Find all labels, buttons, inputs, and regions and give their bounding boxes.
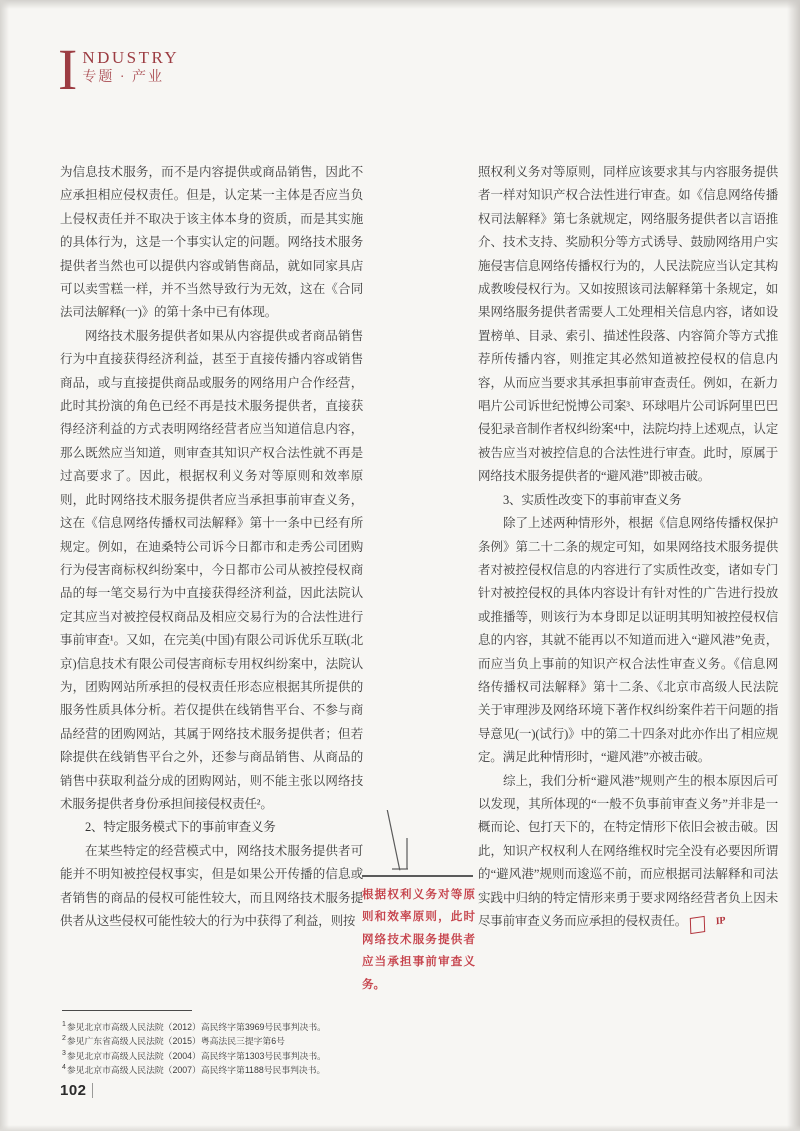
- paragraph: 照权利义务对等原则，同样应该要求其与内容服务提供者一样对知识产权合法性进行审查。如《信息网络传播权司法解释》第七条就规定，网络服务提供者以言语推介、技术支持、奖励积分等方式诱导、鼓励网络用户实施侵害信息网络传播权行为的，人民法院应当认定其构成教唆侵权行为。又如按照该司法解释第十条规定，如果网络服务提供者需要人工处理相关信息内容，诸如设置榜单、目录、索引、描述性段落、内容简介等方式推荐所传播内容，则推定其必然知道被控侵权的信息内容，从而应当要求其承担事前审查责任。例如，在新力唱片公司诉世纪悦博公司案³、环球唱片公司诉阿里巴巴侵犯录音制作者权纠纷案⁴中，法院均持上述观点，认定被告应当对被控信息的合法性进行审查。此时，原属于网络技术服务提供者的“避风港”即被击破。: [478, 165, 778, 484]
- scan-edge-bottom: [0, 1125, 800, 1131]
- scan-edge-left: [0, 0, 9, 1131]
- left-column: [60, 161, 363, 933]
- page-number: [60, 1082, 93, 1099]
- scan-edge-right: [787, 0, 800, 1131]
- pull-quote-callout: [362, 810, 475, 996]
- footnote-text: 参见北京市高级人民法院（2012）高民终字第3969号民事判决书。: [66, 1021, 326, 1032]
- article-end-mark-icon: IP: [690, 916, 705, 934]
- paragraph: 在某些特定的经营模式中，网络技术服务提供者可能并不明知被控侵权事实，但是如果公开传播的信息或者销售的商品的侵权可能性较大，而且网络技术服务提供者从这些侵权可能性较大的行为中获得了利益，则按: [60, 843, 363, 928]
- paragraph: 网络技术服务提供者如果从内容提供或者商品销售行为中直接获得经济利益，甚至于直接传播内容或销售商品，或与直接提供商品或服务的网络用户合作经营，此时其扮演的角色已经不再是技术服务提供者，直接获得经济利益的方式表明网络经营者应当知道信息内容，那么既然应当知道，则审查其知识产权合法性就不再是过高要求了。因此，根据权利义务对等原则和效率原则，此时网络技术服务提供者应当承担事前审查义务，这在《信息网络传播权司法解释》第十一条中已经有所规定。例如，在迪桑特公司诉今日都市和走秀公司团购行为侵害商标权纠纷案中，今日都市公司从被控侵权商品的每一笔交易行为中直接获得经济利益，因此法院认定其应当对被控侵权商品及相应交易行为的合法性进行事前审查¹。又如，在完美(中国)有限公司诉优乐互联(北京)信息技术有限公司侵害商标专用权纠纷案中，法院认为，团购网站所承担的侵权责任形态应根据其所提供的服务性质具体分析。若仅提供在线销售平台、不参与商品经营的团购网站，其属于网络技术服务提供者；但若除提供在线销售平台之外，还参与商品销售、从商品的销售中获取利益分成的团购网站，则不能主张以网络技术服务提供者身份承担间接侵权责任²。: [60, 328, 363, 811]
- paragraph: 为信息技术服务，而不是内容提供或商品销售，因此不应承担相应侵权责任。但是，认定某一主体是否应当负上侵权责任并不取决于该主体本身的资质，而是其实施的具体行为，这是一个事实认定的问题。网络技术服务提供者当然也可以提供内容或销售商品，就如同家具店可以卖雪糕一样，并不当然导致行为无效，这在《合同法司法解释(一)》的第十条中已有体现。: [60, 165, 363, 320]
- masthead-subtitle: 专题 · 产业: [82, 70, 164, 85]
- callout-rule: [362, 875, 473, 877]
- footnote: [62, 1033, 407, 1047]
- paragraph-text: 综上，我们分析“避风港”规则产生的根本原因后可以发现，其所体现的“一般不负事前审查义务”并非是一概而论、包打天下的，在特定情形下依旧会被击破。因此，知识产权权利人在网络维权时完全没有必要因所谓的“避风港”规则而逡巡不前，而应根据司法解释和司法实践中归纳的特定情形来勇于要求网络经营者负上因未尽事前审查义务而应承担的侵权责任。: [478, 773, 778, 928]
- masthead-initial: I: [58, 37, 78, 102]
- page-number-divider: [92, 1083, 93, 1098]
- footnote: [62, 1062, 407, 1076]
- scan-edge-top: [0, 0, 800, 9]
- footnote: [62, 1019, 407, 1033]
- footnote-text: 参见广东省高级人民法院（2015）粤高法民三提字第6号: [66, 1036, 285, 1047]
- masthead-lines: [82, 44, 179, 89]
- masthead-word: NDUSTRY: [82, 48, 180, 67]
- footnotes: [62, 1019, 407, 1076]
- right-column: [478, 161, 778, 933]
- subsection-heading: 2、特定服务模式下的事前审查义务: [85, 820, 276, 835]
- footnote-text: 参见北京市高级人民法院（2004）高民终字第1303号民事判决书。: [66, 1050, 326, 1061]
- footnote-number: 3: [62, 1049, 66, 1057]
- paragraph: 除了上述两种情形外，根据《信息网络传播权保护条例》第二十二条的规定可知，如果网络技术服务提供者对被控侵权信息的内容进行了实质性改变，诸如专门针对被控侵权的具体内容设计有针对性的广告进行投放或推播等，则该行为本身即足以证明其明知被控侵权信息的内容，其就不能再以不知道而进入“避风港”免责，而应当负上事前的知识产权合法性审查义务。《信息网络传播权司法解释》第十二条、《北京市高级人民法院关于审理涉及网络环境下著作权纠纷案件若干问题的指导意见(一)(试行)》中的第二十四条对此亦作出了相应规定。满足此种情形时，“避风港”亦被击破。: [478, 516, 778, 765]
- footnote-number: 2: [62, 1035, 66, 1043]
- page-number-value: 102: [60, 1082, 87, 1099]
- section-masthead: [58, 37, 180, 102]
- paragraph: [478, 770, 778, 934]
- arrow-down-right-icon: [370, 810, 430, 872]
- footnote-number: 1: [62, 1021, 66, 1028]
- footnote-text: 参见北京市高级人民法院（2007）高民终字第1188号民事判决书。: [66, 1064, 326, 1075]
- subsection-heading: 3、实质性改变下的事前审查义务: [503, 492, 682, 507]
- footnote-number: 4: [62, 1063, 66, 1071]
- footnote: [62, 1048, 407, 1062]
- pull-quote-text: 根据权利义务对等原则和效率原则，此时网络技术服务提供者应当承担事前审查义务。: [362, 889, 475, 991]
- footnote-rule: [62, 1010, 192, 1011]
